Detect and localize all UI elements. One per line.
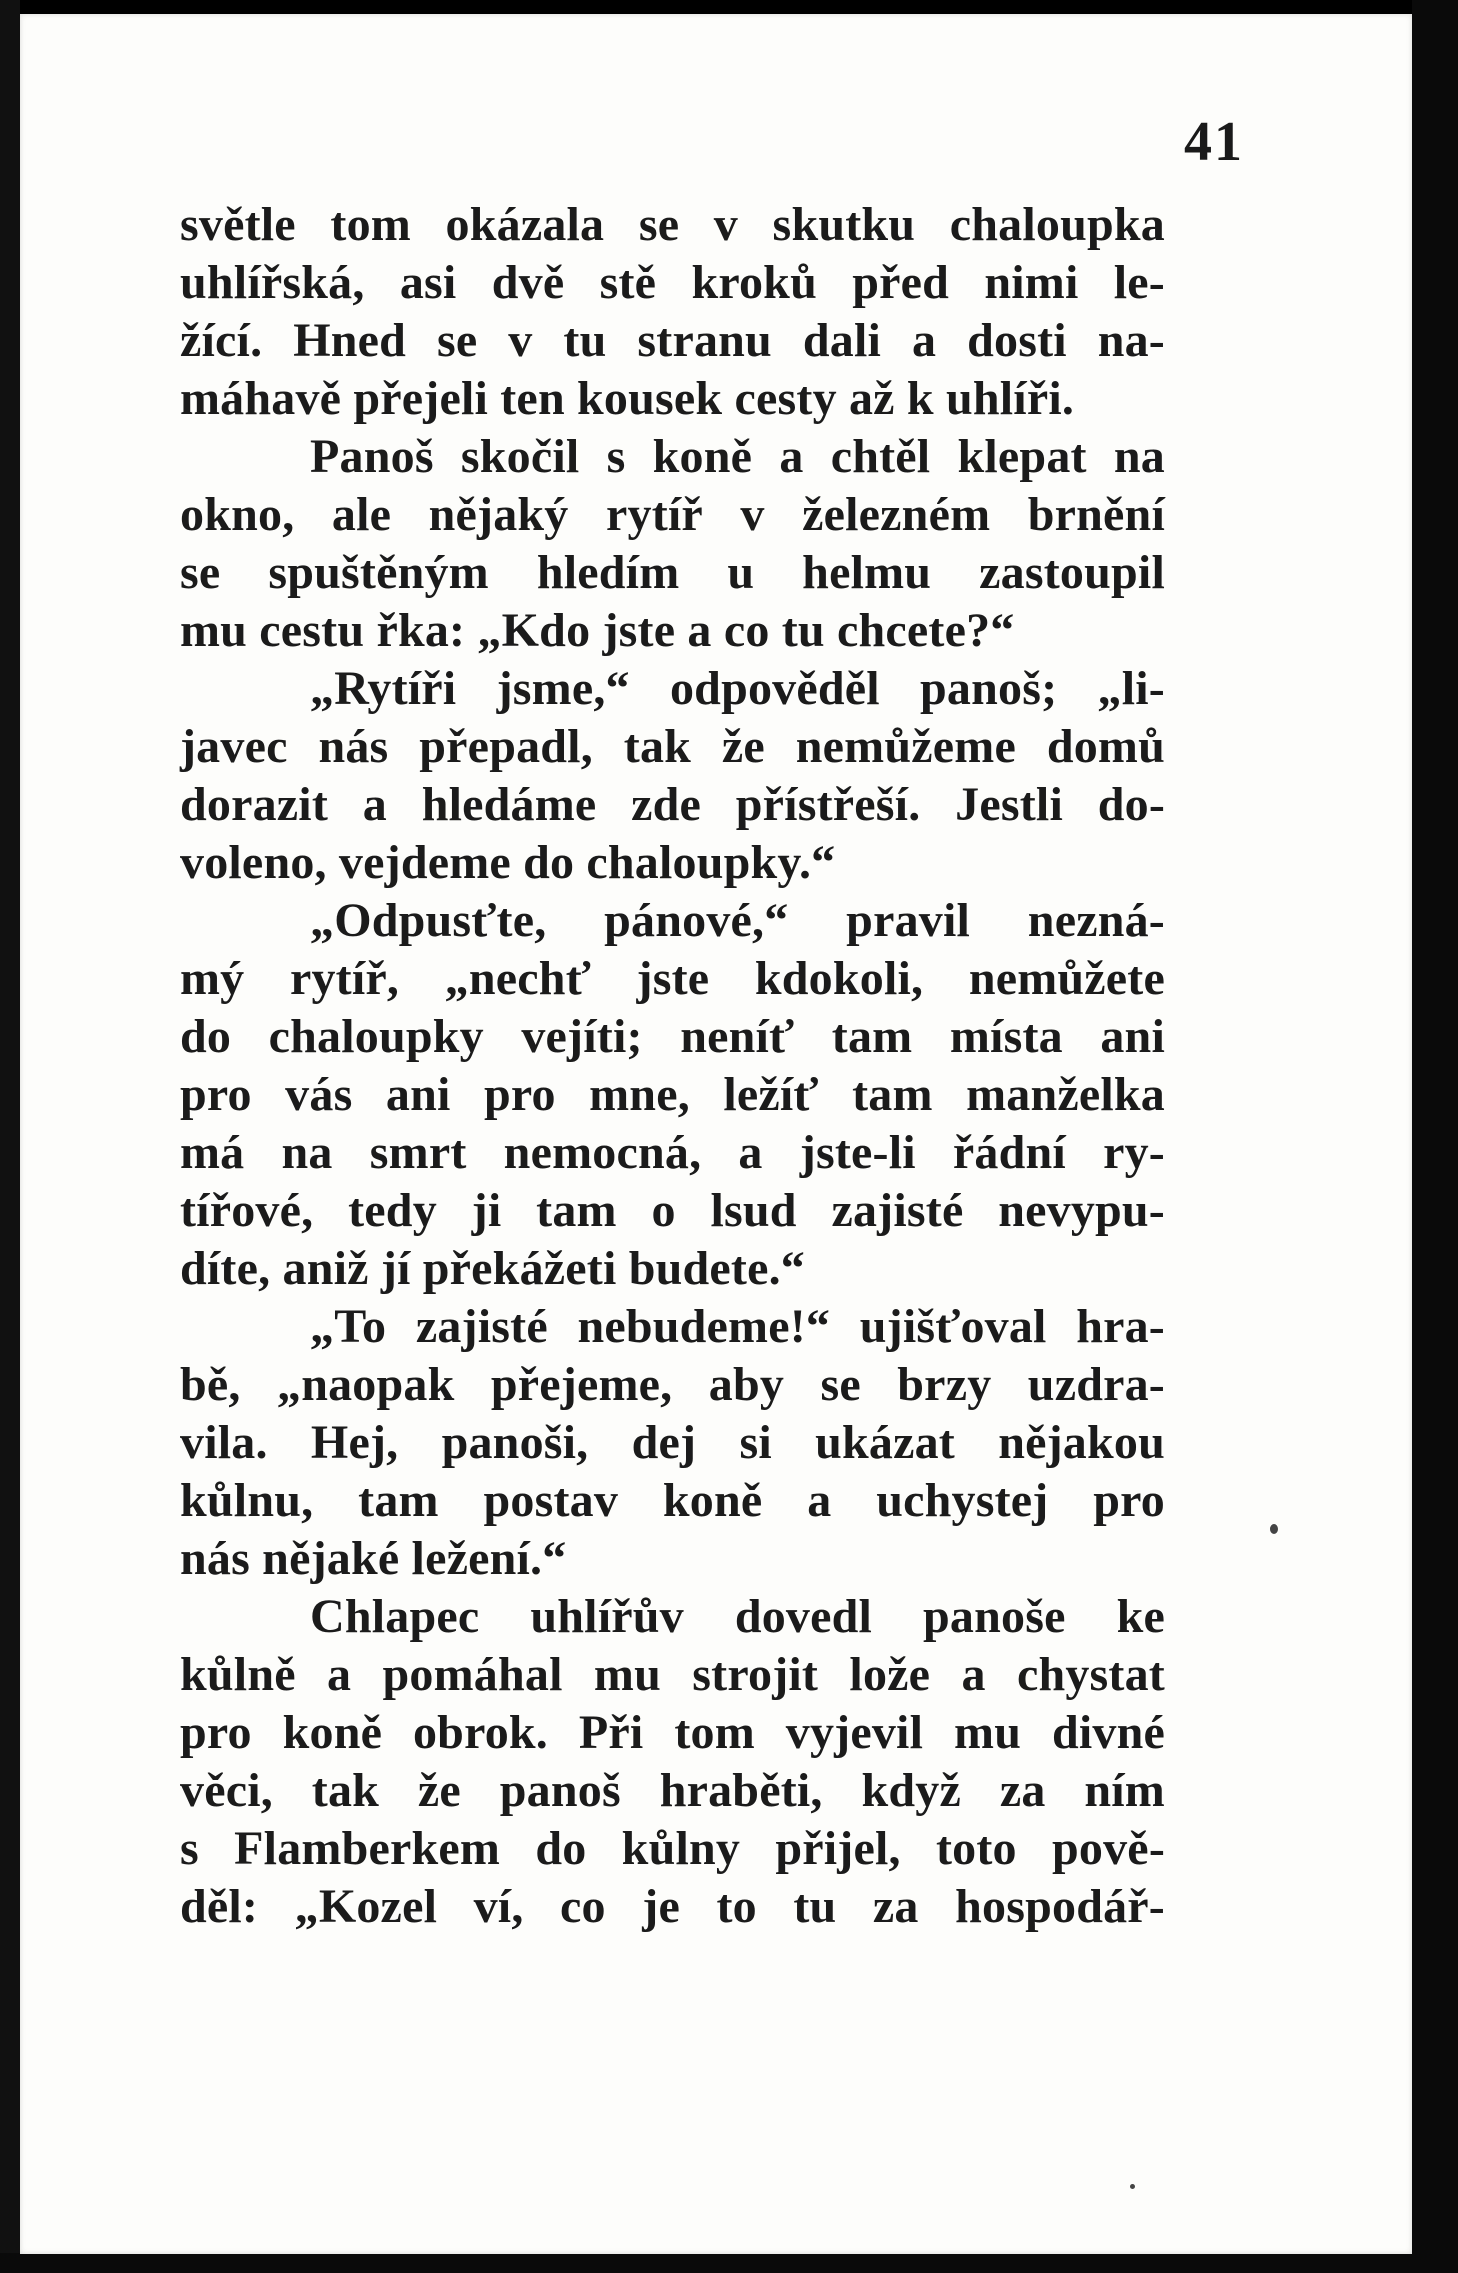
- text-line: vila. Hej, panoši, dej si ukázat nějakou: [180, 1416, 1165, 1469]
- text-line: do chaloupky vejíti; neníť tam místa ani: [180, 1010, 1165, 1063]
- text-line: světle tom okázala se v skutku chaloupka: [180, 198, 1165, 251]
- book-page: [20, 14, 1412, 2254]
- page-number: 41: [1184, 111, 1244, 173]
- text-line: kůlnu, tam postav koně a uchystej pro: [180, 1474, 1165, 1527]
- text-line: máhavě přejeli ten kousek cesty až k uhlíři.: [180, 372, 1075, 425]
- text-line: má na smrt nemocná, a jste-li řádní ry-: [180, 1126, 1165, 1179]
- paper-speck: [1130, 2184, 1135, 2189]
- text-line: nás nějaké ležení.“: [180, 1532, 567, 1585]
- text-line: Panoš skočil s koně a chtěl klepat na: [310, 430, 1165, 483]
- text-line: javec nás přepadl, tak že nemůžeme domů: [180, 720, 1165, 773]
- text-line: bě, „naopak přejeme, aby se brzy uzdra-: [180, 1358, 1165, 1411]
- text-line: mý rytíř, „nechť jste kdokoli, nemůžete: [180, 952, 1165, 1005]
- text-line: „Odpusťte, pánové,“ pravil nezná-: [310, 894, 1165, 947]
- text-line: dorazit a hledáme zde přístřeší. Jestli do-: [180, 778, 1165, 831]
- text-line: okno, ale nějaký rytíř v železném brnění: [180, 488, 1165, 541]
- text-line: uhlířská, asi dvě stě kroků před nimi le-: [180, 256, 1165, 309]
- text-line: děl: „Kozel ví, co je to tu za hospodář-: [180, 1880, 1165, 1933]
- text-line: kůlně a pomáhal mu strojit lože a chystat: [180, 1648, 1165, 1701]
- text-line: věci, tak že panoš hraběti, když za ním: [180, 1764, 1165, 1817]
- text-line: „Rytíři jsme,“ odpověděl panoš; „li-: [310, 662, 1165, 715]
- text-line: voleno, vejdeme do chaloupky.“: [180, 836, 836, 889]
- text-line: žící. Hned se v tu stranu dali a dosti na-: [180, 314, 1165, 367]
- text-line: pro koně obrok. Při tom vyjevil mu divné: [180, 1706, 1165, 1759]
- text-line: pro vás ani pro mne, ležíť tam manželka: [180, 1068, 1165, 1121]
- text-line: díte, aniž jí překážeti budete.“: [180, 1242, 805, 1295]
- text-line: mu cestu řka: „Kdo jste a co tu chcete?“: [180, 604, 1015, 657]
- text-line: se spuštěným hledím u helmu zastoupil: [180, 546, 1165, 599]
- text-line: Chlapec uhlířův dovedl panoše ke: [310, 1590, 1165, 1643]
- text-line: s Flamberkem do kůlny přijel, toto pově-: [180, 1822, 1165, 1875]
- body-text: [180, 196, 1165, 1936]
- scan-bottom-edge: [0, 2253, 1458, 2273]
- text-line: „To zajisté nebudeme!“ ujišťoval hra-: [310, 1300, 1165, 1353]
- paper-speck: [1270, 1524, 1278, 1534]
- text-line: tířové, tedy ji tam o lsud zajisté nevypu-: [180, 1184, 1165, 1237]
- scan-right-edge: [1412, 0, 1458, 2273]
- scan-left-edge: [0, 0, 20, 2273]
